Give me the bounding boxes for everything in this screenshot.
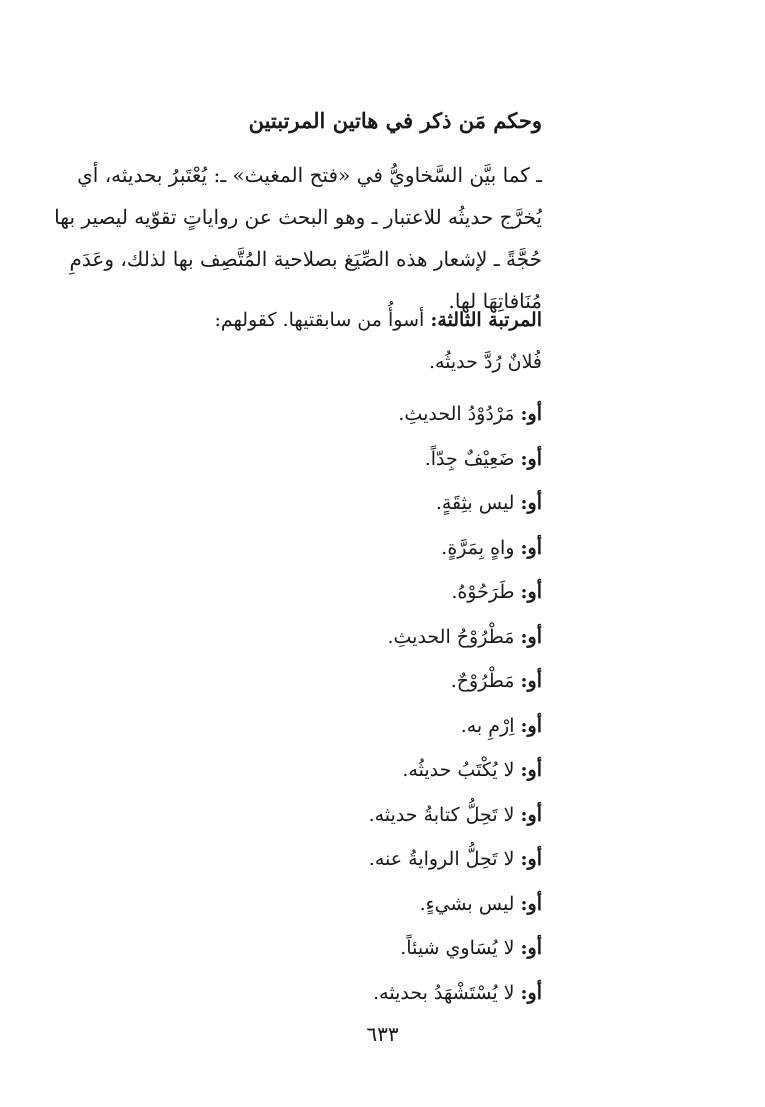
intro-paragraph <box>54 154 542 322</box>
list-item <box>369 392 542 437</box>
or-label: أو: <box>520 848 542 870</box>
first-example: فُلانٌ رُدَّ حديثُه. <box>428 351 542 373</box>
example-text: مَطْرُوْحٌ. <box>450 670 515 692</box>
page-number: ٦٣٣ <box>366 1022 399 1046</box>
example-text: لا تَحِلُّ الروايةُ عنه. <box>368 848 515 870</box>
paragraph-line: يُخرَّج حديثُه للاعتبار ـ وهو البحث عن رواياتٍ تقوّيه ليصير بها <box>54 205 542 229</box>
example-text: لا يُكْتَبُ حديثُه. <box>402 759 515 781</box>
example-text: ضَعِيْفٌ جِدّاً. <box>424 447 515 470</box>
or-label: أو: <box>520 625 542 648</box>
list-item <box>369 882 542 927</box>
paragraph-line: مُنَافاتِهَا لها. <box>448 289 542 313</box>
list-item <box>369 748 542 793</box>
list-item <box>369 793 542 838</box>
example-text: لا تَحِلُّ كتابةُ حديثه. <box>368 803 515 826</box>
list-item <box>369 615 542 660</box>
example-text: لا يُسَاوي شيئاً. <box>400 937 515 959</box>
list-item <box>369 437 542 482</box>
or-label: أو: <box>520 981 542 1004</box>
level-label: المرتبة الثالثة: <box>430 309 542 331</box>
examples-list <box>369 392 542 1015</box>
paragraph-line: حُجَّةً ـ لإشعار هذه الصِّيَغ بصلاحية المُتَّصِف بها لذلك، وعَدَمِ <box>69 247 542 271</box>
list-item <box>369 659 542 704</box>
list-item <box>369 926 542 971</box>
or-label: أو: <box>520 403 542 425</box>
or-label: أو: <box>520 803 542 826</box>
paragraph-line: ـ كما بيَّن السَّخاويُّ في «فتح المغيث» ـ: يُعْتَبرُ بحديثه، أي <box>77 163 542 187</box>
or-label: أو: <box>520 937 542 959</box>
example-text: ليس بشيءٍ. <box>419 892 515 915</box>
example-text: طَرَحُوْهُ. <box>451 581 515 603</box>
example-text: مَطْرُوْحُ الحديثِ. <box>387 625 515 648</box>
or-label: أو: <box>520 892 542 915</box>
section-header: وحكم مَن ذكر في هاتين المرتبتين <box>248 108 542 133</box>
list-item <box>369 526 542 571</box>
or-label: أو: <box>520 536 542 559</box>
or-label: أو: <box>520 581 542 603</box>
list-item <box>369 481 542 526</box>
or-label: أو: <box>520 670 542 692</box>
example-text: مَرْدُوْدُ الحديثِ. <box>398 403 515 425</box>
list-item <box>369 837 542 882</box>
example-text: واهٍ بِمَرَّةٍ. <box>441 536 515 559</box>
list-item <box>369 971 542 1016</box>
list-item <box>369 570 542 615</box>
list-item <box>369 704 542 749</box>
example-text: ليس بثِقَةٍ. <box>435 492 515 514</box>
or-label: أو: <box>520 714 542 737</box>
or-label: أو: <box>520 447 542 470</box>
level-text: أسوأُ من سابقتيها. كقولهم: <box>214 309 425 331</box>
level-heading <box>215 309 543 331</box>
or-label: أو: <box>520 759 542 781</box>
or-label: أو: <box>520 492 542 514</box>
example-text: لا يُسْتَشْهَدُ بحديثه. <box>373 981 515 1004</box>
example-text: اِرْمِ به. <box>460 714 515 737</box>
